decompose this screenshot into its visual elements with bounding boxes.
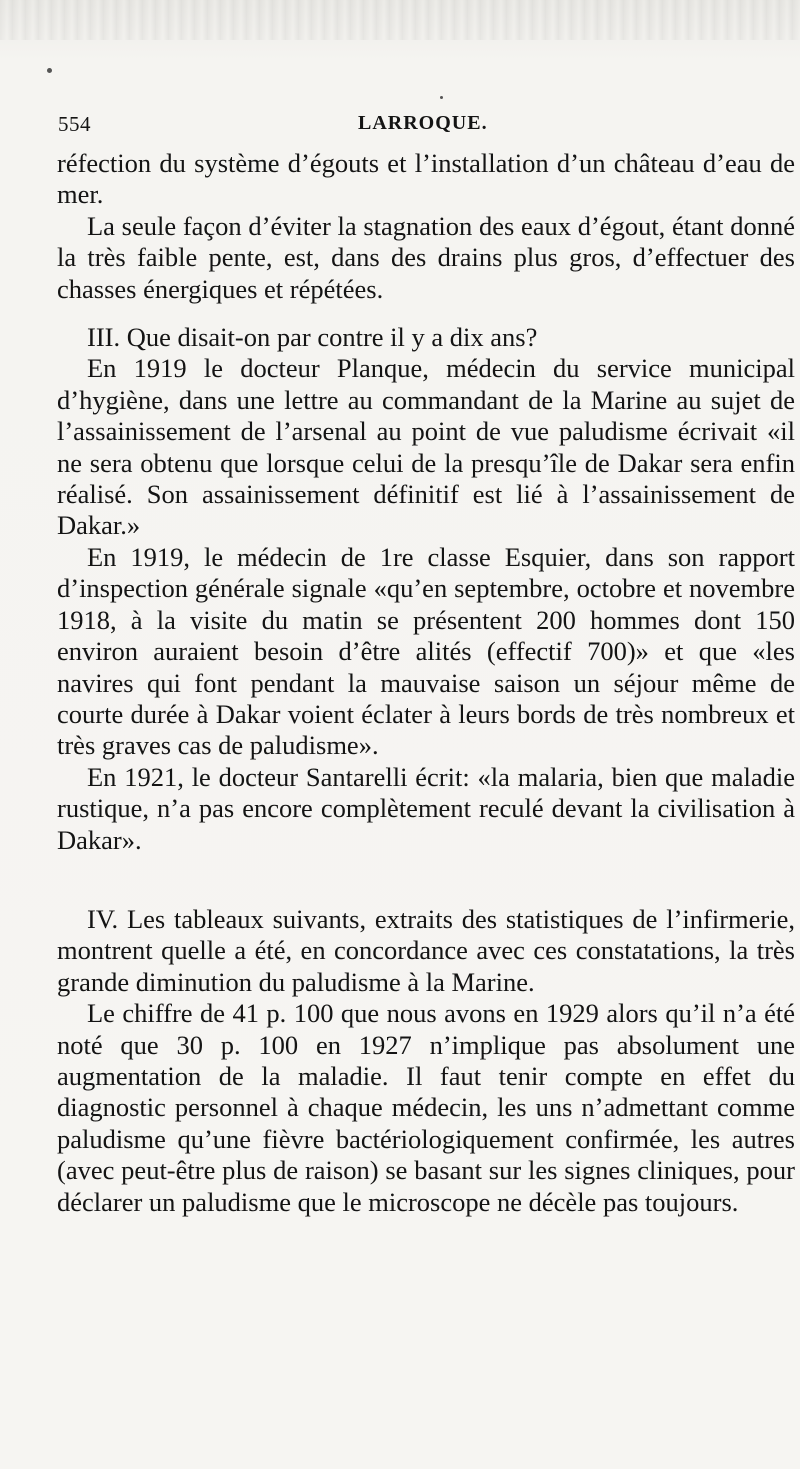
body-text bbox=[57, 148, 795, 1218]
running-title: LARROQUE. bbox=[358, 112, 488, 134]
paragraph-esquier: En 1919, le médecin de 1re classe Esquier, dans son rapport d’inspection générale signale «qu’en septembre, octobre et novembre 1918, à la visite du matin se présentent 200 hommes dont 150 environ auraient besoin d’être alités (effectif 700)» et que «les navires qui font pendant la mauvaise saison un séjour même de courte durée à Dakar voient éclater à leurs bords de très nombreux et très graves cas de paludisme». bbox=[57, 541, 795, 761]
scan-edge-noise bbox=[0, 0, 800, 40]
page-number: 554 bbox=[58, 112, 91, 136]
section-gap bbox=[57, 305, 795, 322]
page-header bbox=[58, 112, 758, 142]
ink-speck bbox=[440, 96, 443, 99]
paragraph-santarelli: En 1921, le docteur Santarelli écrit: «la malaria, bien que maladie rustique, n’a pas encore complètement reculé devant la civilisation à Dakar». bbox=[57, 761, 795, 855]
section-heading-iii: III. Que disait-on par contre il y a dix ans? bbox=[87, 322, 538, 353]
paragraph-drains: La seule façon d’éviter la stagnation des eaux d’égout, étant donné la très faible pente, est, dans des drains plus gros, d’effectuer des chasses énergiques et répétées. bbox=[57, 210, 795, 304]
ink-speck bbox=[47, 68, 52, 73]
paragraph-planque: En 1919 le docteur Planque, médecin du service municipal d’hygiène, dans une lettre au commandant de la Marine au sujet de l’assainissement de l’arsenal au point de vue paludisme écrivait «il ne sera obtenu que lorsque celui de la presqu’île de Dakar sera enfin réalisé. Son assainissement définitif est lié à l’assainissement de Dakar.» bbox=[57, 353, 795, 541]
paragraph-continuation: réfection du système d’égouts et l’installation d’un château d’eau de mer. bbox=[57, 148, 795, 210]
paragraph-statistics: Le chiffre de 41 p. 100 que nous avons en 1929 alors qu’il n’a été noté que 30 p. 100 en 1927 n’implique pas absolument une augmentation de la maladie. Il faut tenir compte en effet du diagnostic personnel à chaque médecin, les uns n’admettant comme paludisme qu’une fièvre bactériologiquement confirmée, les autres (avec peut-être plus de raison) se basant sur les signes cliniques, pour déclarer un paludisme que le microscope ne décèle pas toujours. bbox=[57, 998, 795, 1217]
section-heading-iv: IV. Les tableaux suivants, extraits des statistiques de l’infirmerie, montrent quelle a été, en concordance avec ces constatations, la très grande diminution du paludisme à la Marine. bbox=[57, 903, 795, 997]
section-gap bbox=[57, 856, 795, 904]
